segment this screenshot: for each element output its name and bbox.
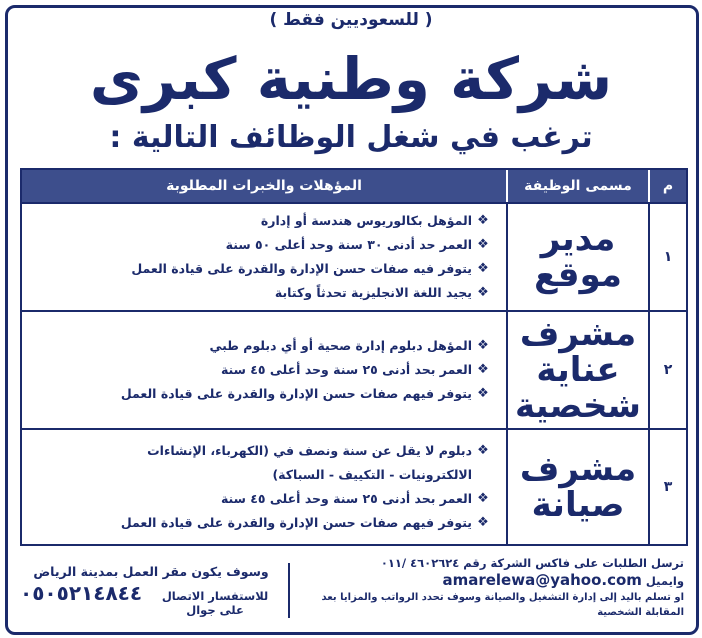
job-title-line: موقع bbox=[534, 255, 622, 295]
requirement-item bbox=[32, 334, 494, 358]
diamond-bullet-icon: ❖ bbox=[477, 213, 489, 228]
job-title bbox=[506, 204, 650, 310]
requirements-list bbox=[22, 430, 506, 544]
ad-tagline: ترغب في شغل الوظائف التالية : bbox=[109, 120, 593, 155]
diamond-bullet-icon: ❖ bbox=[477, 386, 489, 401]
requirement-item bbox=[32, 439, 494, 463]
requirement-text: يتوفر فيهم صفات حسن الإدارة والقدرة على قيادة العمل bbox=[120, 515, 472, 530]
requirement-item bbox=[32, 257, 494, 281]
job-title-line: شخصية bbox=[515, 386, 641, 426]
column-header-number: م bbox=[662, 178, 674, 194]
delivery-note: او تسلم باليد إلى إدارة التشغيل والصيانة وسوف تحدد الرواتب والمزايا بعد المقابلة الشخصية bbox=[321, 592, 684, 618]
job-title bbox=[506, 312, 650, 428]
phone-line bbox=[20, 581, 282, 617]
requirement-item bbox=[32, 382, 494, 406]
requirement-text: يتوفر فيه صفات حسن الإدارة والقدرة على قيادة العمل bbox=[131, 261, 472, 276]
requirements-list bbox=[22, 204, 506, 310]
row-number: ٣ bbox=[663, 479, 673, 495]
requirement-item bbox=[32, 281, 494, 305]
diamond-bullet-icon: ❖ bbox=[477, 491, 489, 506]
requirement-text: المؤهل بكالوريوس هندسة أو إدارة bbox=[260, 213, 472, 228]
diamond-bullet-icon: ❖ bbox=[477, 237, 489, 252]
footer-divider bbox=[288, 563, 290, 618]
requirement-item bbox=[32, 358, 494, 382]
requirement-item bbox=[32, 487, 494, 511]
requirement-text: العمر حد أدنى ٣٠ سنة وحد أعلى ٥٠ سنة bbox=[225, 237, 472, 252]
contact-info bbox=[20, 555, 282, 625]
requirement-text: العمر بحد أدنى ٢٥ سنة وحد أعلى ٤٥ سنة bbox=[220, 491, 472, 506]
requirement-item bbox=[32, 511, 494, 535]
ad-header bbox=[0, 0, 702, 165]
table-row bbox=[22, 202, 686, 310]
diamond-bullet-icon: ❖ bbox=[477, 515, 489, 530]
row-number: ٢ bbox=[663, 362, 673, 378]
requirement-item bbox=[32, 209, 494, 233]
job-title-line: مشرف bbox=[519, 449, 637, 489]
email-label: وايميل bbox=[645, 574, 684, 588]
ad-subtitle: ( للسعوديين فقط ) bbox=[269, 10, 433, 30]
email-address[interactable]: amarelewa@yahoo.com bbox=[442, 571, 642, 589]
job-title bbox=[506, 430, 650, 544]
requirement-text: المؤهل دبلوم إدارة صحية أو أي دبلوم طبي bbox=[209, 338, 472, 353]
requirement-text: يجيد اللغة الانجليزية تحدثاً وكتابة bbox=[274, 285, 472, 300]
requirement-text: يتوفر فيهم صفات حسن الإدارة والقدرة على قيادة العمل bbox=[120, 386, 472, 401]
email-line bbox=[296, 572, 684, 590]
phone-number[interactable]: ٠٥٠٥٢١٤٨٤٤ bbox=[20, 581, 143, 605]
ad-footer bbox=[20, 555, 684, 625]
requirements-list bbox=[22, 312, 506, 428]
hq-location: وسوف يكون مقر العمل بمدينة الرياض bbox=[33, 564, 269, 579]
table-row bbox=[22, 310, 686, 428]
requirement-item bbox=[32, 463, 494, 487]
ad-title: شركة وطنية كبرى bbox=[89, 45, 613, 113]
phone-label: للاستفسار الاتصال على جوال bbox=[161, 589, 269, 617]
job-title-line: صيانة bbox=[531, 485, 625, 525]
requirement-text: العمر بحد أدنى ٢٥ سنة وحد أعلى ٤٥ سنة bbox=[220, 362, 472, 377]
diamond-bullet-icon: ❖ bbox=[477, 285, 489, 300]
application-instructions bbox=[296, 555, 684, 625]
job-title-line: مشرف bbox=[519, 314, 637, 354]
row-number: ١ bbox=[663, 249, 673, 265]
diamond-bullet-icon: ❖ bbox=[477, 338, 489, 353]
fax-line: ترسل الطلبات على فاكس الشركة رقم ٤٦٠٢٦٢٤ /٠١١ bbox=[380, 556, 684, 570]
jobs-table bbox=[20, 168, 688, 546]
job-title-line: مدير bbox=[540, 219, 616, 259]
requirement-text: الالكترونيات - التكييف - السباكة) bbox=[272, 467, 472, 482]
column-header-job-title: مسمى الوظيفة bbox=[506, 170, 650, 202]
job-title-line: عناية bbox=[536, 350, 620, 390]
diamond-bullet-icon: ❖ bbox=[477, 261, 489, 276]
column-header-qualifications: المؤهلات والخبرات المطلوبة bbox=[166, 178, 362, 194]
table-row bbox=[22, 428, 686, 544]
diamond-bullet-icon: ❖ bbox=[477, 443, 489, 458]
diamond-bullet-icon: ❖ bbox=[477, 362, 489, 377]
requirement-text: دبلوم لا يقل عن سنة ونصف في (الكهرباء، الإنشاءات bbox=[147, 443, 472, 458]
requirement-item bbox=[32, 233, 494, 257]
table-header bbox=[22, 170, 686, 202]
